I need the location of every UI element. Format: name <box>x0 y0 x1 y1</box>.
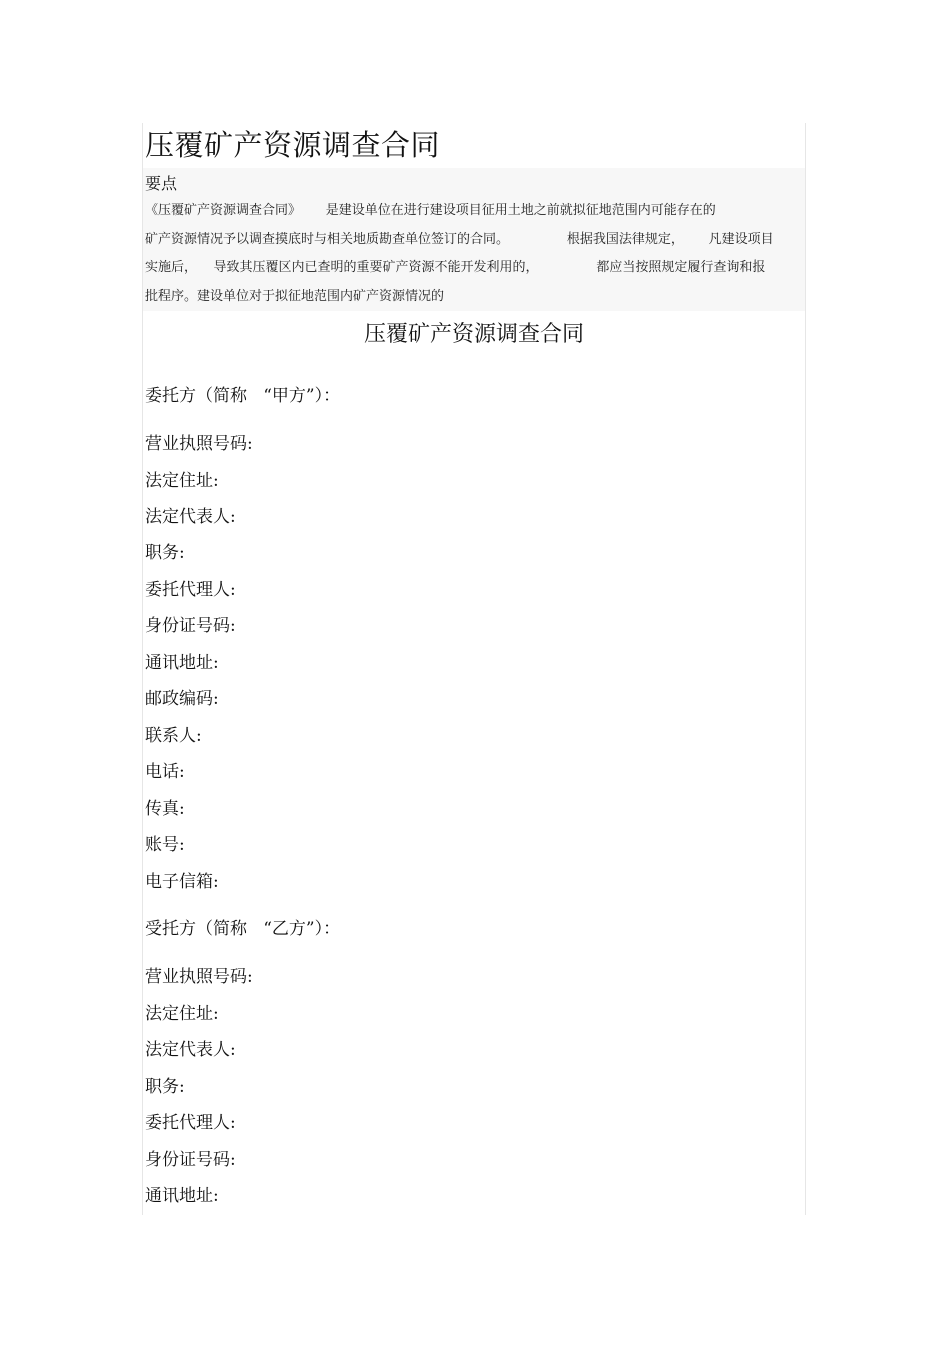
party-a-field: 身份证号码: <box>145 616 236 636</box>
party-b-field: 身份证号码: <box>145 1150 236 1170</box>
document-title: 压覆矿产资源调查合同 <box>145 128 441 162</box>
party-a-field: 职务: <box>145 543 185 563</box>
party-a-field: 法定住址: <box>145 471 219 491</box>
party-b-field: 营业执照号码: <box>145 967 253 987</box>
party-a-field: 邮政编码: <box>145 689 219 709</box>
summary-box <box>143 168 805 311</box>
summary-line: 《压覆矿产资源调查合同》 是建设单位在进行建设项目征用土地之前就拟征地范围内可能存在的 <box>145 203 716 218</box>
party-a-field: 通讯地址: <box>145 653 219 673</box>
summary-line: 矿产资源情况予以调查摸底时与相关地质勘查单位签订的合同。 根据我国法律规定， 凡建设项目 <box>145 232 774 247</box>
party-b-field: 法定代表人: <box>145 1040 236 1060</box>
party-a-field: 账号: <box>145 835 185 855</box>
party-b-field: 委托代理人: <box>145 1113 236 1133</box>
party-a-field: 联系人: <box>145 726 202 746</box>
party-b-field: 法定住址: <box>145 1004 219 1024</box>
party-a-field: 法定代表人: <box>145 507 236 527</box>
document-page <box>142 123 806 1215</box>
party-a-heading: 委托方（简称 “甲方”）： <box>145 386 341 406</box>
summary-line: 实施后， 导致其压覆区内已查明的重要矿产资源不能开发利用的， 都应当按照规定履行查询和报 <box>145 260 766 275</box>
party-b-heading: 受托方（简称 “乙方”）： <box>145 919 341 939</box>
party-b-field: 通讯地址: <box>145 1186 219 1206</box>
summary-line: 批程序。建设单位对于拟征地范围内矿产资源情况的 <box>145 289 445 304</box>
party-b-field: 职务: <box>145 1077 185 1097</box>
summary-heading: 要点 <box>145 174 178 193</box>
party-a-field: 电子信箱: <box>145 872 219 892</box>
party-a-field: 委托代理人: <box>145 580 236 600</box>
party-a-field: 营业执照号码: <box>145 434 253 454</box>
party-a-field: 电话: <box>145 762 185 782</box>
contract-title: 压覆矿产资源调查合同 <box>363 322 584 347</box>
party-a-field: 传真: <box>145 799 185 819</box>
